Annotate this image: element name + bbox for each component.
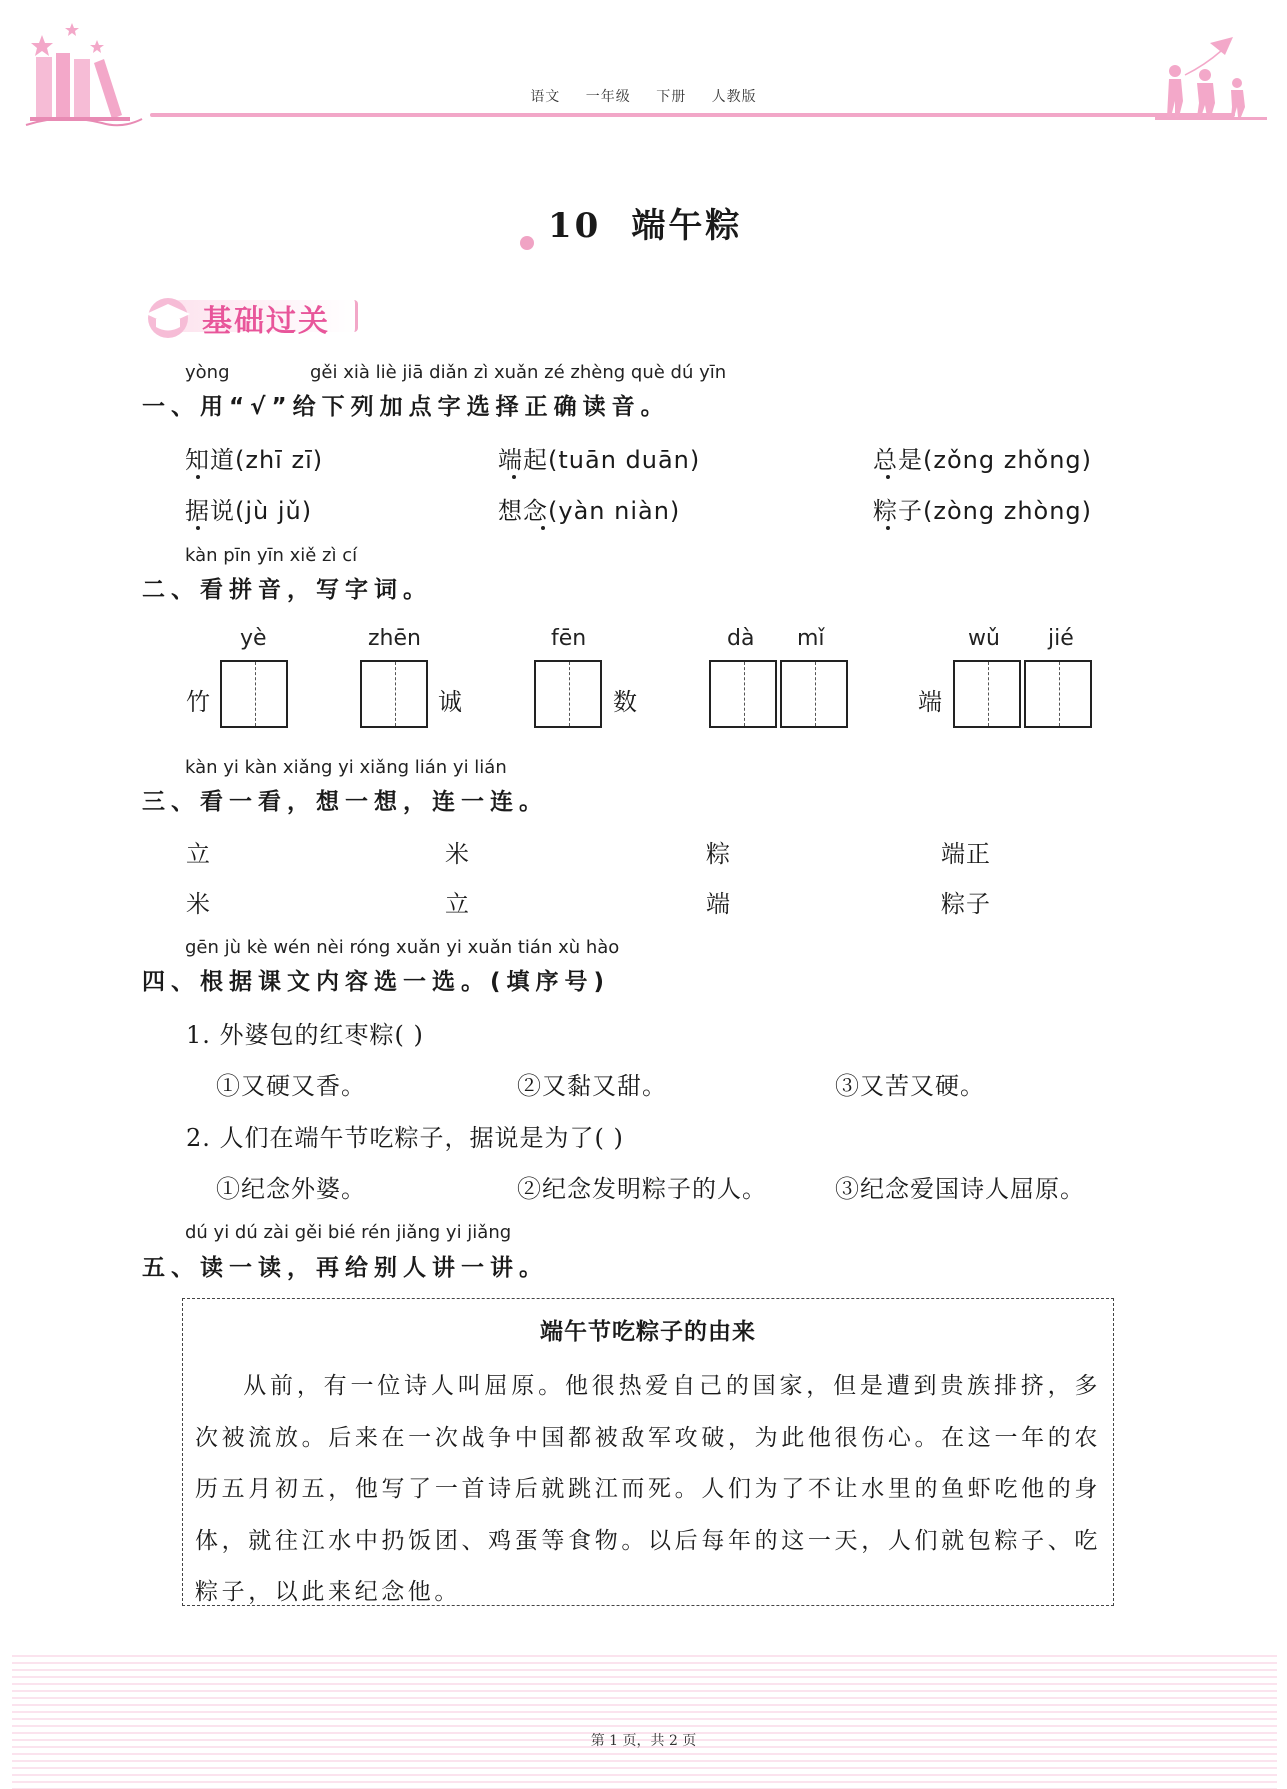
- q2-writing-box[interactable]: [709, 660, 777, 728]
- q3-col3-row1[interactable]: 粽: [706, 840, 731, 868]
- q4-question-1: 1. 外婆包的红枣粽( ): [186, 1021, 424, 1049]
- books-logo: [22, 15, 152, 130]
- q2-g5-pinyin-2: jié: [1048, 626, 1074, 651]
- emphasis-dot: [196, 475, 200, 479]
- q2-g4-pinyin-2: mǐ: [797, 626, 825, 651]
- q2-writing-box[interactable]: [1024, 660, 1092, 728]
- emphasis-dot: [196, 526, 200, 530]
- q4-pinyin: gēn jù kè wén nèi róng xuǎn yi xuǎn tián xù hào: [185, 937, 620, 958]
- q3-col1-row2[interactable]: 米: [186, 890, 211, 918]
- story-box: [182, 1298, 1114, 1606]
- q2-g3-after: 数: [613, 688, 638, 716]
- lesson-number: 10: [548, 206, 602, 246]
- q1-item-4: [185, 491, 312, 526]
- q1-item-2-word: 端起: [498, 446, 548, 474]
- q5-pinyin: dú yi dú zài gěi bié rén jiǎng yi jiǎng: [185, 1222, 512, 1243]
- header-subject: 语文: [530, 89, 561, 105]
- q2-writing-box[interactable]: [780, 660, 848, 728]
- emphasis-dot: [886, 475, 890, 479]
- q2-g5-pinyin-1: wǔ: [968, 626, 1000, 651]
- q2-g5-before: 端: [918, 688, 943, 716]
- header-grade: 一年级: [585, 89, 631, 105]
- q1-item-2: [498, 440, 700, 475]
- graduation-cap-icon: [140, 294, 200, 340]
- q4-q2-option-2[interactable]: ②纪念发明粽子的人。: [517, 1175, 767, 1203]
- q3-col1-row1[interactable]: 立: [186, 840, 211, 868]
- q4-q2-option-3[interactable]: ③纪念爱国诗人屈原。: [835, 1175, 1085, 1203]
- story-title: 端午节吃粽子的由来: [540, 1319, 756, 1345]
- q1-item-1-options[interactable]: (zhī zī): [235, 446, 324, 474]
- header-edition: 人教版: [711, 89, 757, 105]
- q2-g1-before: 竹: [186, 688, 211, 716]
- q2-g4-pinyin-1: dà: [727, 626, 755, 651]
- q3-col4-row1[interactable]: 端正: [941, 840, 991, 868]
- emphasis-dot: [541, 526, 545, 530]
- q1-item-6-word: 粽子: [873, 497, 923, 525]
- q1-instruction: 一、用“√”给下列加点字选择正确读音。: [142, 394, 670, 420]
- q2-g2-after: 诚: [438, 688, 463, 716]
- q3-col3-row2[interactable]: 端: [706, 890, 731, 918]
- q2-writing-box[interactable]: [953, 660, 1021, 728]
- q2-g2-pinyin: zhēn: [368, 626, 421, 651]
- header-volume: 下册: [656, 89, 687, 105]
- section-tag: [140, 290, 370, 340]
- q4-instruction: 四、根据课文内容选一选。(填序号): [142, 969, 611, 995]
- q3-pinyin: kàn yi kàn xiǎng yi xiǎng lián yi lián: [185, 757, 507, 778]
- lesson-title: [548, 198, 742, 247]
- q1-item-6-options[interactable]: (zòng zhòng): [923, 497, 1093, 525]
- q3-col2-row1[interactable]: 米: [445, 840, 470, 868]
- q3-col4-row2[interactable]: 粽子: [941, 890, 991, 918]
- page-number: 第 1 页，共 2 页: [590, 1733, 697, 1749]
- q2-writing-box[interactable]: [534, 660, 602, 728]
- story-body: 从前，有一位诗人叫屈原。他很热爱自己的国家，但是遭到贵族排挤，多次被流放。后来在一次战争中国都被敌军攻破，为此他很伤心。在这一年的农历五月初五，他写了一首诗后就跳江而死。人们为了不让水里的鱼虾吃他的身体，就往江水中扔饭团、鸡蛋等食物。以后每年的这一天，人们就包粽子、吃粽子，以此来纪念他。: [195, 1373, 1101, 1605]
- q3-instruction: 三、看一看，想一想，连一连。: [142, 789, 548, 815]
- q3-col2-row2[interactable]: 立: [445, 890, 470, 918]
- q2-instruction: 二、看拼音，写字词。: [142, 577, 432, 603]
- q1-item-6: [873, 491, 1092, 526]
- q1-item-5-word: 想念: [498, 497, 548, 525]
- footer-band: [12, 1655, 1277, 1789]
- q1-item-2-options[interactable]: (tuān duān): [548, 446, 701, 474]
- q4-q2-option-1[interactable]: ①纪念外婆。: [216, 1175, 366, 1203]
- q1-item-5: [498, 491, 680, 526]
- emphasis-dot: [512, 475, 516, 479]
- section-label: 基础过关: [202, 304, 330, 339]
- q2-writing-box[interactable]: [360, 660, 428, 728]
- q4-q1-option-3[interactable]: ③又苦又硬。: [835, 1072, 985, 1100]
- q1-item-4-options[interactable]: (jù jǔ): [235, 497, 313, 525]
- q2-g1-pinyin: yè: [240, 626, 267, 651]
- q5-instruction: 五、读一读，再给别人讲一讲。: [142, 1255, 548, 1281]
- q2-writing-box[interactable]: [220, 660, 288, 728]
- q1-item-3: [873, 440, 1092, 475]
- q1-item-3-options[interactable]: (zǒng zhǒng): [923, 446, 1093, 474]
- kids-kite-icon: [1155, 35, 1267, 120]
- q1-item-5-options[interactable]: (yàn niàn): [548, 497, 681, 525]
- q2-pinyin: kàn pīn yīn xiě zì cí: [185, 545, 358, 566]
- q2-g3-pinyin: fēn: [551, 626, 587, 651]
- story-text: [195, 1361, 1101, 1619]
- q1-item-3-word: 总是: [873, 446, 923, 474]
- header-rule: [150, 113, 1235, 117]
- q1-pinyin-1: yòng: [185, 362, 230, 383]
- title-bullet: [520, 236, 534, 250]
- q4-q1-option-1[interactable]: ①又硬又香。: [216, 1072, 366, 1100]
- q1-item-4-word: 据说: [185, 497, 235, 525]
- q4-q1-option-2[interactable]: ②又黏又甜。: [517, 1072, 667, 1100]
- q4-question-2: 2. 人们在端午节吃粽子，据说是为了( ): [186, 1124, 624, 1152]
- emphasis-dot: [886, 526, 890, 530]
- q1-item-1-word: 知道: [185, 446, 235, 474]
- header-info: [0, 86, 1287, 106]
- q1-item-1: [185, 440, 323, 475]
- lesson-name: 端午粽: [631, 206, 743, 246]
- q1-pinyin-2: gěi xià liè jiā diǎn zì xuǎn zé zhèng què dú yīn: [310, 362, 727, 383]
